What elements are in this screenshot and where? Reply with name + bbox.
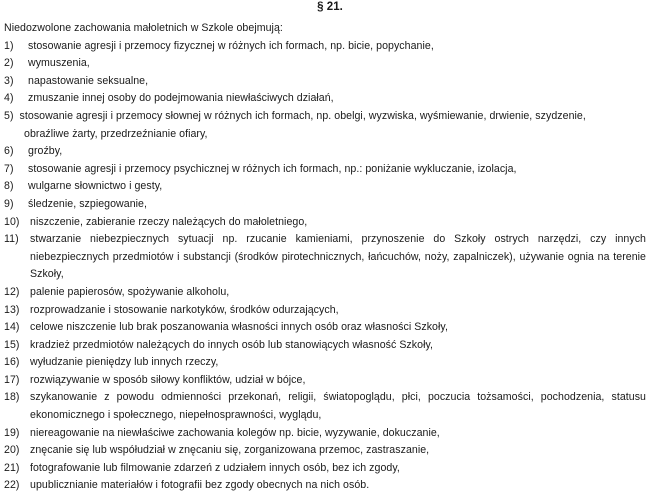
list-item [4, 55, 646, 73]
list-item-text: groźby, [28, 145, 63, 158]
list-item-number: 11) [4, 233, 19, 246]
list-item-number: 19) [4, 426, 20, 439]
list-item [4, 389, 646, 424]
document-page [4, 0, 646, 495]
list-item-text: niereagowanie na niewłaściwe zachowania kolegów np. bicie, wyzywanie, dokuczanie, [30, 426, 440, 439]
list-item-text: szykanowanie z powodu odmienności przekonań, religii, światopoglądu, płci, poczucia tożsamości, pochodzenia, statusu ekonomicznego i społecznego, niepełnosprawności, wyglądu, [30, 391, 646, 422]
list-item-number: 8) [4, 180, 14, 193]
list-item-text: celowe niszczenie lub brak poszanowania własności innych osób oraz własności Szkoły, [30, 321, 448, 334]
list-item-number: 4) [4, 92, 14, 105]
list-item-text: wymuszenia, [28, 57, 90, 70]
list-item-number: 15) [4, 338, 20, 351]
list-item-number: 20) [4, 444, 20, 457]
list-item [4, 337, 646, 355]
list-item-number: 13) [4, 303, 20, 316]
list-item-number: 7) [4, 162, 14, 175]
list-item [4, 38, 646, 56]
list-item [4, 143, 646, 161]
list-item-text: stwarzanie niebezpiecznych sytuacji np. rzucanie kamieniami, przynoszenie do Szkoły ostrych narzędzi, czy innych niebezpiecznych przedmiotów i substancji (środków pirotechnicznych, łańcuchów, noży, zapalniczek), używanie ognia na terenie Szkoły, [30, 233, 646, 281]
list-item [4, 319, 646, 337]
list-item-text: stosowanie agresji i przemocy słownej w różnych ich formach, np. obelgi, wyzwiska, wyśmiewanie, drwienie, szydzenie, [19, 109, 586, 122]
list-item-continuation: obraźliwe żarty, przedrzeźnianie ofiary, [24, 127, 208, 140]
list-item-text: upublicznianie materiałów i fotografii bez zgody obecnych na nich osób. [30, 479, 370, 492]
list-item-text: zmuszanie innej osoby do podejmowania niewłaściwych działań, [28, 92, 334, 105]
list-item-number: 17) [4, 373, 20, 386]
list-item-text: wyłudzanie pieniędzy lub innych rzeczy, [30, 356, 219, 369]
list-item-number: 18) [4, 391, 20, 404]
list-item [4, 302, 646, 320]
list-item-text: napastowanie seksualne, [28, 74, 149, 87]
list-item [4, 460, 646, 478]
list-item-text: stosowanie agresji i przemocy fizycznej w różnych ich formach, np. bicie, popychanie, [28, 39, 434, 52]
list-item-number: 12) [4, 285, 20, 298]
list-item-number: 9) [4, 197, 14, 210]
list-item-number: 14) [4, 321, 20, 334]
list-item [4, 108, 646, 143]
list-item [4, 90, 646, 108]
list-item [4, 178, 646, 196]
list-item-text: stosowanie agresji i przemocy psychicznej w różnych ich formach, np.: poniżanie wykluczanie, izolacja, [28, 162, 517, 175]
list-item-text: śledzenie, szpiegowanie, [28, 197, 147, 210]
list-item [4, 196, 646, 214]
list-item [4, 214, 646, 232]
list-item-number: 5) [4, 109, 14, 122]
list-item-text: znęcanie się lub współudział w znęcaniu się, zorganizowana przemoc, zastraszanie, [30, 444, 430, 457]
list-item-number: 22) [4, 479, 20, 492]
list-item-text: rozwiązywanie w sposób siłowy konfliktów, udział w bójce, [30, 373, 306, 386]
list-item-text: rozprowadzanie i stosowanie narkotyków, środków odurzających, [30, 303, 339, 316]
list-item-text: palenie papierosów, spożywanie alkoholu, [30, 285, 230, 298]
prohibited-behaviors-list [4, 38, 646, 495]
list-item [4, 161, 646, 179]
list-item-number: 10) [4, 215, 20, 228]
list-item [4, 425, 646, 443]
section-title: § 21. [317, 1, 343, 13]
intro-text: Niedozwolone zachowania małoletnich w Szkole obejmują: [4, 22, 283, 34]
list-item-text: wulgarne słownictwo i gesty, [28, 180, 163, 193]
list-item [4, 354, 646, 372]
list-item [4, 372, 646, 390]
list-item-number: 6) [4, 145, 14, 158]
list-item-number: 3) [4, 74, 14, 87]
list-item [4, 231, 646, 284]
list-item-text: kradzież przedmiotów należących do innych osób lub stanowiących własność Szkoły, [30, 338, 434, 351]
list-item-text: fotografowanie lub filmowanie zdarzeń z udziałem innych osób, bez ich zgody, [30, 461, 400, 474]
list-item [4, 442, 646, 460]
list-item [4, 284, 646, 302]
list-item-number: 16) [4, 356, 20, 369]
list-item-number: 2) [4, 57, 14, 70]
list-item [4, 477, 646, 495]
list-item-number: 21) [4, 461, 20, 474]
list-item-text: niszczenie, zabieranie rzeczy należących do małoletniego, [30, 215, 308, 228]
list-item [4, 73, 646, 91]
list-item-number: 1) [4, 39, 14, 52]
